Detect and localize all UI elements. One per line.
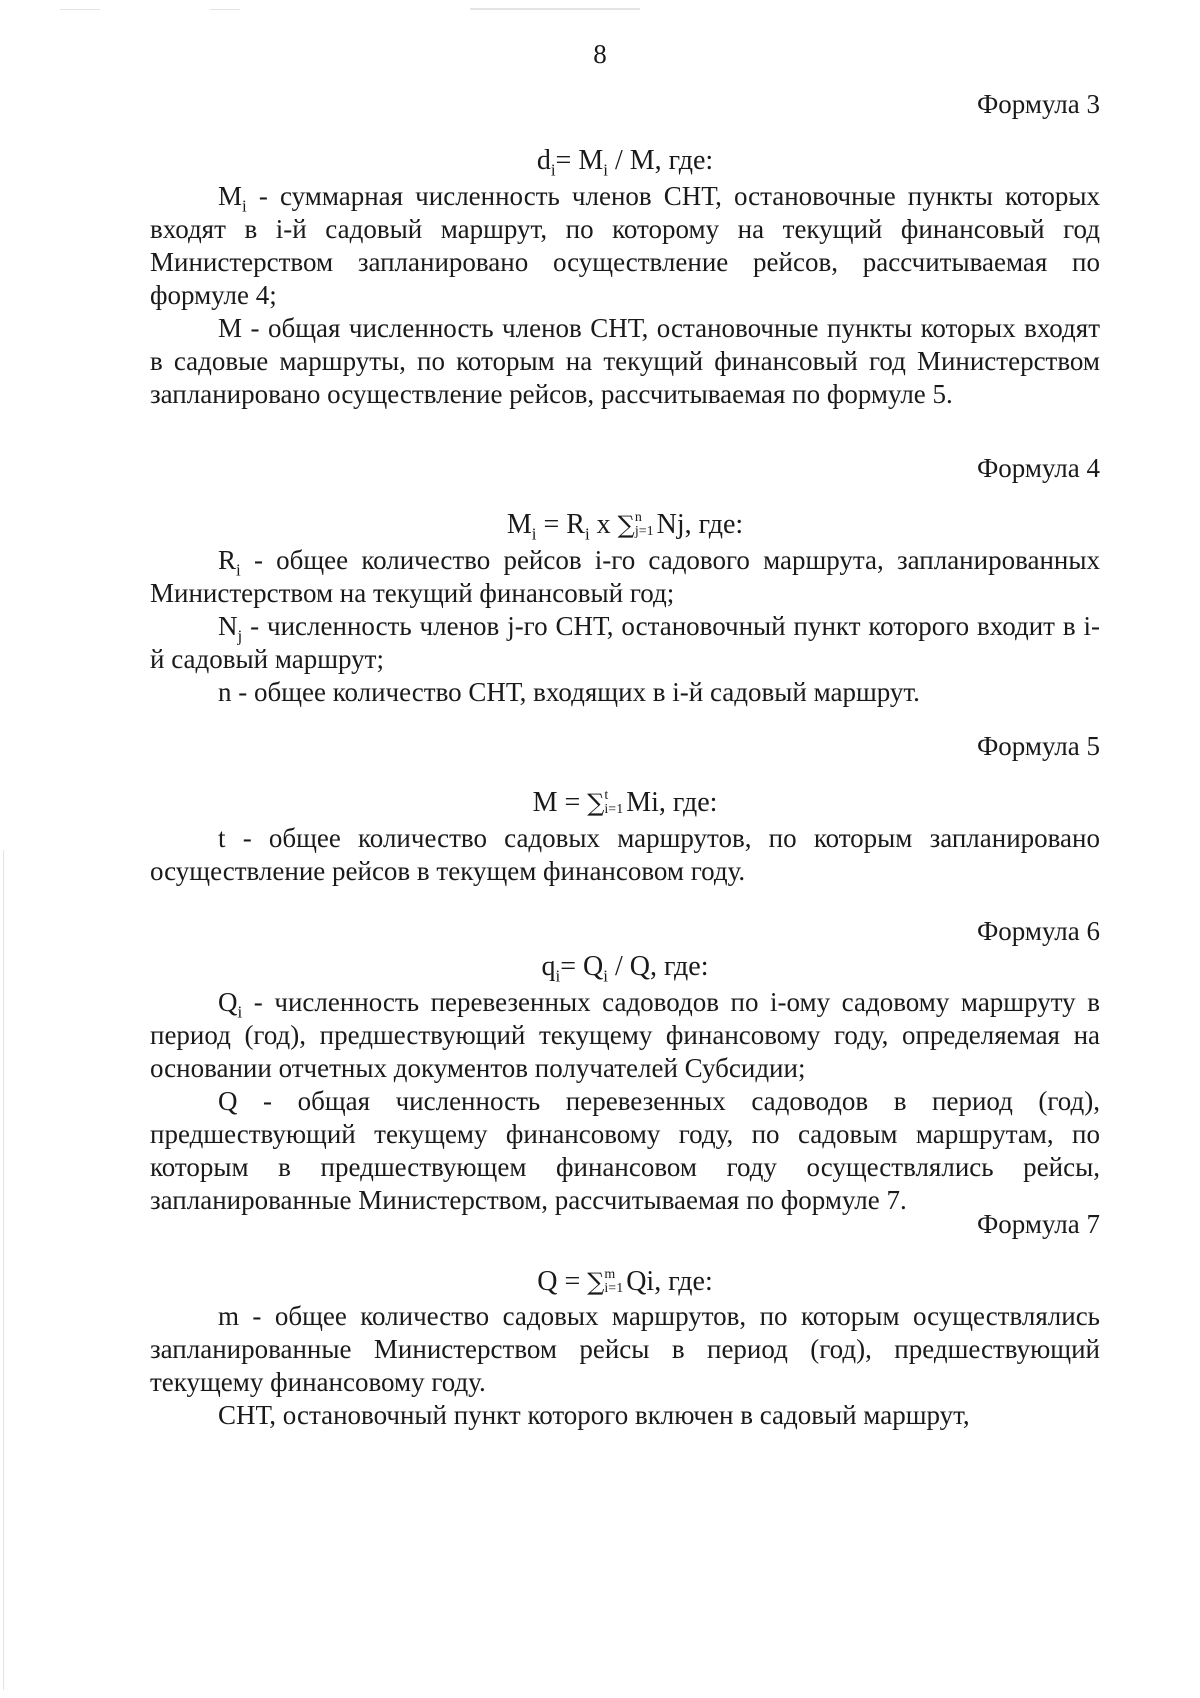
definition-paragraph xyxy=(150,544,1100,610)
formula-subscript: i xyxy=(603,966,608,986)
formula-subscript: i xyxy=(603,160,608,180)
formula-label: Формула 6 xyxy=(976,916,1100,946)
variable-subscript: i xyxy=(236,560,241,580)
definition-text: - общее количество рейсов i-го садового маршрута, запланированных Министерством на текущий финансовый год; xyxy=(150,545,1100,608)
definition-text: - общая численность перевезенных садоводов в период (год), предшествующий текущему финансовому году, по садовым маршрутам, по которым в предшествующем финансовом году осуществлялись рейсы, запланированные Министерством, рассчитываемая по формуле 7. xyxy=(150,1086,1100,1215)
variable: Q xyxy=(218,987,238,1017)
definition-text: - общее количество садовых маршрутов, по которым запланировано осуществление рейсов в текущем финансовом году. xyxy=(150,823,1100,886)
formula-text: = xyxy=(557,787,588,818)
variable: n xyxy=(218,677,232,707)
formula-5 xyxy=(150,786,1100,820)
sum-lower-limit: i=1 xyxy=(604,1280,624,1296)
formula-6 xyxy=(150,950,1100,984)
formula-7 xyxy=(150,1265,1100,1299)
definitions-block xyxy=(150,544,1100,709)
formula-text: = M xyxy=(555,145,604,176)
definition-text: - общая численность членов СНТ, остановочные пункты которых входят в садовые маршруты, по которым на текущий финансовый год Министерством запланировано осуществление рейсов, рассчитываемая по формуле 5. xyxy=(150,313,1100,409)
definition-paragraph xyxy=(150,180,1100,312)
definition-text: - численность перевезенных садоводов по i-ому садовому маршруту в период (год), предшествующий текущему финансовому году, определяемая на основании отчетных документов получателей Субсидии; xyxy=(150,987,1100,1083)
formula-label: Формула 7 xyxy=(976,1209,1100,1239)
formula-label: Формула 4 xyxy=(976,453,1100,483)
formula-text: q xyxy=(541,951,556,982)
variable: m xyxy=(218,1301,240,1331)
formula-text: Mi, где: xyxy=(626,787,718,818)
definitions-block xyxy=(150,822,1100,888)
variable: R xyxy=(218,545,237,575)
sum-limits xyxy=(604,1268,623,1296)
formula-text: M xyxy=(532,787,558,818)
formula-subscript: i xyxy=(531,524,537,544)
scan-artifact xyxy=(210,9,240,10)
formula-text: M xyxy=(506,509,532,540)
definition-paragraph xyxy=(150,676,1100,709)
sum-symbol: ∑ xyxy=(587,789,605,817)
variable: M xyxy=(218,313,243,343)
definition-text: - общее количество СНТ, входящих в i-й садовый маршрут. xyxy=(231,677,920,707)
sum-upper-limit: t xyxy=(604,787,609,803)
definition-text: - общее количество садовых маршрутов, по которым осуществлялись запланированные Министерством рейсы в период (год), предшествующий текущему финансовому году. xyxy=(150,1301,1100,1397)
formula-subscript: i xyxy=(555,966,561,986)
formula-subscript: i xyxy=(550,160,556,180)
sum-limits xyxy=(604,789,623,817)
definition-paragraph xyxy=(150,1085,1100,1217)
formula-text: / Q, где: xyxy=(607,951,709,982)
variable: N xyxy=(218,611,238,641)
scan-edge xyxy=(3,850,4,1690)
variable: t xyxy=(218,823,226,853)
sum-limits xyxy=(635,511,654,539)
formula-label: Формула 3 xyxy=(976,89,1100,119)
scan-artifact xyxy=(60,9,100,10)
formula-text: d xyxy=(536,145,551,176)
sum-upper-limit: n xyxy=(634,509,642,525)
definition-text: - численность членов j-го СНТ, остановочный пункт которого входит в i-й садовый маршрут; xyxy=(150,611,1100,674)
definition-paragraph xyxy=(150,1300,1100,1399)
definition-paragraph xyxy=(150,986,1100,1085)
definitions-block xyxy=(150,180,1100,411)
formula-4 xyxy=(150,508,1100,542)
variable: M xyxy=(218,181,243,211)
formula-text: x xyxy=(589,509,618,540)
formula-text: Qi, где: xyxy=(626,1266,713,1297)
formula-text: / M, где: xyxy=(607,145,714,176)
definition-text: - суммарная численность членов СНТ, остановочные пункты которых входят в i-й садовый маршрут, по которому на текущий финансовый год Министерством запланировано осуществление рейсов, рассчитываемая по формуле 4; xyxy=(150,181,1100,310)
formula-3 xyxy=(150,144,1100,178)
variable: Q xyxy=(218,1086,238,1116)
scan-artifact xyxy=(470,8,640,10)
formula-text: = R xyxy=(536,509,585,540)
body-text: СНТ, остановочный пункт которого включен в садовый маршрут, xyxy=(218,1400,970,1430)
variable-subscript: j xyxy=(237,626,243,646)
body-paragraph xyxy=(150,1399,1100,1432)
formula-label: Формула 5 xyxy=(976,731,1100,761)
formula-text: Nj, где: xyxy=(656,509,744,540)
definitions-block xyxy=(150,1300,1100,1432)
sum-lower-limit: j=1 xyxy=(634,523,654,539)
formula-subscript: i xyxy=(584,524,590,544)
formula-text: = xyxy=(557,1266,588,1297)
definition-paragraph xyxy=(150,312,1100,411)
definition-paragraph xyxy=(150,822,1100,888)
definitions-block xyxy=(150,986,1100,1217)
formula-text: Q xyxy=(537,1266,558,1297)
sum-lower-limit: i=1 xyxy=(604,801,624,817)
variable-subscript: i xyxy=(237,1002,243,1022)
sum-symbol: ∑ xyxy=(617,511,635,539)
sum-upper-limit: m xyxy=(604,1266,616,1282)
page-number: 8 xyxy=(593,39,607,69)
sum-symbol: ∑ xyxy=(587,1268,605,1296)
variable-subscript: i xyxy=(242,196,247,216)
definition-paragraph xyxy=(150,610,1100,676)
formula-text: = Q xyxy=(560,951,604,982)
